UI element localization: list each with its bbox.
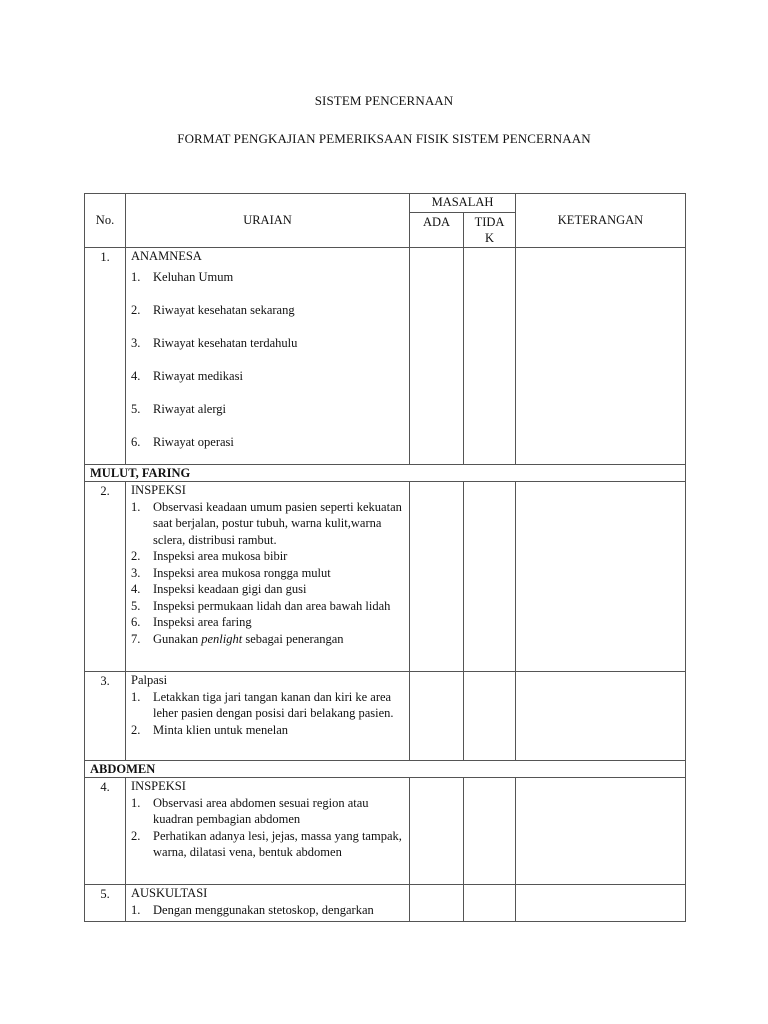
- uraian-cell: [126, 672, 410, 761]
- item-number: 2.: [131, 828, 141, 843]
- item-text: Riwayat kesehatan sekarang: [153, 302, 295, 317]
- item-text: Dengan menggunakan stetoskop, dengarkan: [153, 902, 374, 917]
- column-header-masalah: MASALAH: [410, 194, 516, 213]
- list-item: [131, 581, 405, 598]
- item-text: Inspeksi area mukosa rongga mulut: [153, 565, 331, 580]
- list-item: [131, 689, 405, 722]
- item-number: 1.: [131, 795, 141, 810]
- ada-cell[interactable]: [410, 672, 464, 761]
- keterangan-cell[interactable]: [516, 672, 686, 761]
- item-number: 1.: [131, 902, 141, 917]
- item-number: 2.: [131, 549, 141, 563]
- item-list: [131, 795, 405, 861]
- column-header-keterangan: KETERANGAN: [516, 194, 686, 248]
- item-number: 4.: [131, 368, 141, 383]
- row-number: 4.: [85, 778, 126, 885]
- tidak-cell[interactable]: [464, 672, 516, 761]
- item-text: Observasi keadaan umum pasien seperti kekuatan saat berjalan, postur tubuh, warna kulit,warna sclera, distribusi rambut.: [153, 499, 402, 547]
- list-item: [131, 722, 405, 739]
- column-header-no: No.: [85, 194, 126, 248]
- list-item: [131, 548, 405, 565]
- row-number: 2.: [85, 482, 126, 672]
- item-number: 7.: [131, 631, 141, 646]
- item-text: Riwayat medikasi: [153, 368, 243, 383]
- column-header-tidak: [464, 213, 516, 248]
- list-item: [131, 302, 405, 319]
- item-text: Inspeksi area faring: [153, 615, 252, 629]
- item-text: Minta klien untuk menelan: [153, 722, 289, 737]
- item-list: [131, 902, 405, 919]
- table-row: [85, 482, 686, 672]
- ada-cell[interactable]: [410, 778, 464, 885]
- ada-cell[interactable]: [410, 885, 464, 922]
- group-heading: MULUT, FARING: [85, 465, 686, 482]
- item-number: 3.: [131, 335, 141, 350]
- ada-cell[interactable]: [410, 248, 464, 465]
- item-number: 5.: [131, 401, 141, 416]
- item-number: 5.: [131, 598, 141, 613]
- tidak-cell[interactable]: [464, 778, 516, 885]
- item-text: Observasi area abdomen sesuai region atau kuadran pembagian abdomen: [153, 795, 369, 826]
- keterangan-cell[interactable]: [516, 778, 686, 885]
- item-text: Riwayat operasi: [153, 434, 234, 449]
- item-text: Keluhan Umum: [153, 269, 234, 284]
- item-list: [131, 269, 405, 451]
- table-row: [85, 248, 686, 465]
- ada-cell[interactable]: [410, 482, 464, 672]
- item-text: Inspeksi permukaan lidah dan area bawah lidah: [153, 598, 391, 613]
- table-row: [85, 885, 686, 922]
- table-row: [85, 672, 686, 761]
- column-header-tidak-line1: TIDA: [474, 215, 505, 229]
- tidak-cell[interactable]: [464, 248, 516, 465]
- row-number: 3.: [85, 672, 126, 761]
- list-item: [131, 368, 405, 385]
- group-row: [85, 761, 686, 778]
- item-text: Riwayat alergi: [153, 401, 227, 416]
- table-row: [85, 778, 686, 885]
- list-item: [131, 565, 405, 582]
- row-number: 5.: [85, 885, 126, 922]
- item-number: 2.: [131, 722, 141, 737]
- uraian-cell: [126, 778, 410, 885]
- keterangan-cell[interactable]: [516, 248, 686, 465]
- item-number: 3.: [131, 565, 141, 580]
- list-item: [131, 335, 405, 352]
- item-text-italic: penlight: [201, 631, 243, 646]
- list-item: [131, 598, 405, 615]
- list-item: [131, 795, 405, 828]
- list-item: [131, 434, 405, 451]
- item-number: 2.: [131, 302, 141, 317]
- item-number: 4.: [131, 582, 141, 596]
- list-item: [131, 631, 405, 648]
- list-item: [131, 902, 405, 919]
- keterangan-cell[interactable]: [516, 885, 686, 922]
- column-header-uraian: URAIAN: [126, 194, 410, 248]
- item-text: Letakkan tiga jari tangan kanan dan kiri ke area leher pasien dengan posisi dari belakang pasien.: [153, 689, 394, 720]
- tidak-cell[interactable]: [464, 482, 516, 672]
- document-title: SISTEM PENCERNAAN: [314, 93, 454, 108]
- item-list: [131, 689, 405, 739]
- list-item: [131, 499, 405, 549]
- item-number: 6.: [131, 615, 141, 629]
- group-row: [85, 465, 686, 482]
- list-item: [131, 614, 405, 631]
- item-text: sebagai penerangan: [242, 631, 344, 646]
- item-number: 1.: [131, 689, 141, 704]
- item-number: 1.: [131, 499, 141, 514]
- item-text: Gunakan: [153, 631, 202, 646]
- item-number: 6.: [131, 434, 141, 449]
- column-header-tidak-line2: K: [484, 231, 495, 245]
- item-text: Perhatikan adanya lesi, jejas, massa yang tampak, warna, dilatasi vena, bentuk abdomen: [153, 828, 402, 859]
- document-subtitle: FORMAT PENGKAJIAN PEMERIKSAAN FISIK SISTEM PENCERNAAN: [177, 131, 591, 146]
- assessment-table: [84, 193, 686, 922]
- uraian-cell: [126, 248, 410, 465]
- item-text: Inspeksi keadaan gigi dan gusi: [153, 582, 307, 596]
- group-heading: ABDOMEN: [85, 761, 686, 778]
- row-number: 1.: [85, 248, 126, 465]
- item-number: 1.: [131, 269, 141, 284]
- table-header-row: [85, 194, 686, 213]
- section-title: INSPEKSI: [131, 483, 186, 497]
- section-title: INSPEKSI: [131, 779, 186, 793]
- section-title: Palpasi: [131, 673, 168, 687]
- column-header-ada: ADA: [410, 213, 464, 248]
- item-text: Riwayat kesehatan terdahulu: [153, 335, 298, 350]
- item-list: [131, 499, 405, 648]
- keterangan-cell[interactable]: [516, 482, 686, 672]
- tidak-cell[interactable]: [464, 885, 516, 922]
- uraian-cell: [126, 482, 410, 672]
- section-title: ANAMNESA: [131, 249, 202, 263]
- list-item: [131, 401, 405, 418]
- uraian-cell: [126, 885, 410, 922]
- list-item: [131, 828, 405, 861]
- list-item: [131, 269, 405, 286]
- item-text: Inspeksi area mukosa bibir: [153, 549, 288, 563]
- section-title: AUSKULTASI: [131, 886, 208, 900]
